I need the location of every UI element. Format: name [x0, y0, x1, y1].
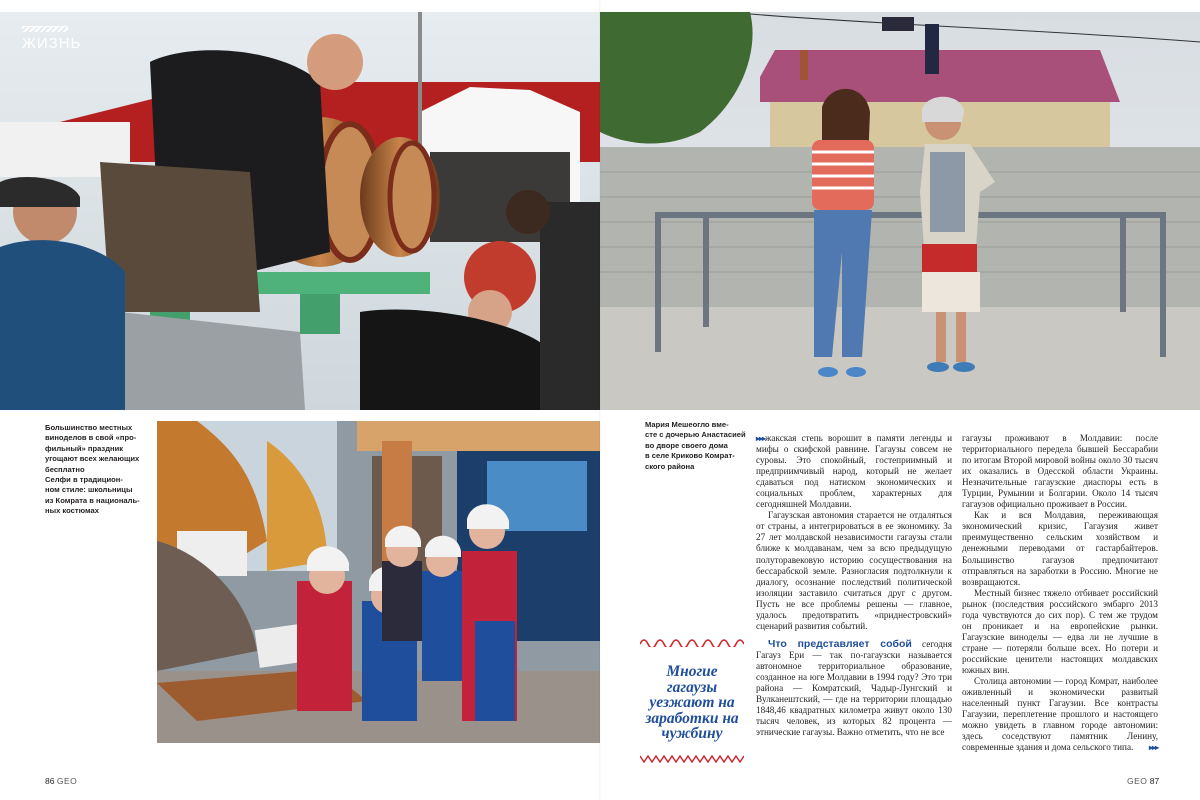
caption-line: в селе Криково Комрат-: [645, 451, 735, 461]
section-tag: [22, 26, 81, 52]
pull-quote-text: Многие гагаузы уезжают на заработки на чужбину: [645, 663, 739, 742]
folio-left: [45, 776, 77, 786]
caption-line: Селфи в традицион-: [45, 475, 123, 484]
paragraph-text: сегодня Гагауз Ери — так по-гагаузски называется автономное территориальное образование, созданное на юге Молдавии в 1994 году? Это три района — Комратский, Чадыр-Лунгский и Вулканештский, — где на территории площадью 1848,46 квадратных километра живут около 130 тысяч человек, из которых 82 процента — этнические гагаузы. Важно отметить, что не все: [756, 638, 953, 738]
continue-marker: ▸▸▸: [756, 434, 766, 443]
ornament-top-icon: [640, 635, 744, 647]
article-column-1: [756, 433, 952, 738]
caption-selfie: [45, 475, 155, 517]
article-paragraph: гагаузы проживают в Молдавии: после территориального передела бывшей Бессарабии по итогам Второй мировой войны около 30 тысяч их оказались в Одесской области Украины. Незначительные гагаузские диаспоры есть в Турции, Румынии и Болгарии. Около 14 тысяч гагаузов официально проживает в России.: [962, 433, 1158, 510]
article-paragraph: Гагаузская автономия старается не отдаляться от страны, а интегрироваться в ее экономику. За 27 лет молдавской независимости гагаузы стали ближе к молдаванам, чем за всю предыдущую полуторавековую историю сосуществования на бессарабской земле. Разногласия подтолкнули к диалогу, осознание последствий политической изоляции заставило считаться друг с другом. Пусть не все проблемы решены — главное, удалось предотвратить «приднестровский» сценарий развития событий.: [756, 510, 952, 631]
caption-line: ных костюмах: [45, 506, 99, 516]
caption-line: фильный» праздник: [45, 443, 124, 453]
photo-wine-barrels: [0, 12, 600, 410]
caption-line: во дворе своего дома: [645, 440, 728, 450]
article-column-2: [962, 433, 1158, 753]
article-paragraph: [756, 433, 952, 510]
lead-in: Что представляет собой: [768, 637, 912, 650]
end-marker: ▸▸▸: [1148, 743, 1158, 753]
page-number: 86: [45, 776, 55, 786]
pull-quote: [640, 634, 744, 770]
caption-line: Мария Мешеогло вме-: [645, 420, 729, 429]
ornament-bottom-icon: [640, 753, 744, 765]
section-hatch: [22, 26, 68, 32]
photo-mother-daughter-yard: [600, 12, 1200, 410]
brand-logo: GEO: [1127, 776, 1148, 786]
caption-line: из Комрата в националь-: [45, 495, 140, 505]
caption-wine: [45, 423, 155, 475]
caption-line: ского района: [645, 461, 695, 471]
section-label: ЖИЗНЬ: [22, 35, 82, 52]
caption-line: ном стиле: школьницы: [45, 485, 133, 495]
caption-line: виноделов в свой «про-: [45, 433, 137, 443]
caption-line: бесплатно: [45, 464, 85, 474]
paragraph-text: жакская степь ворошит в памяти легенды и мифы о скифской равнине. Гагаузы совсем не суровы. Это спокойный, гостеприимный и предприимчивый народ, который не желает сдаваться под натиском экономических и социальных проблем, характерных для сегодняшней Молдавии.: [756, 433, 952, 510]
article-paragraph: [962, 676, 1158, 753]
page-number: 87: [1149, 776, 1160, 786]
brand-logo: GEO: [56, 776, 78, 786]
caption-yard: [645, 420, 751, 472]
spread-gutter: [599, 0, 601, 800]
photo-schoolgirls-selfie: [157, 421, 600, 743]
paragraph-text: Столица автономии — город Комрат, наиболее оживленный и экономически развитый населенный пункт Гагаузии. Все контрасты Гагаузии, переплетение прошлого и настоящего можно увидеть в главном городе автономии: здесь соседствуют памятник Ленину, современные здания и дома сельского типа.: [962, 676, 1158, 753]
article-paragraph: Как и вся Молдавия, переживающая экономический кризис, Гагаузия живет преимущественно сельским хозяйством и денежными переводами от гастарбайтеров. Большинство гагаузов предпочитают отправляться на заработки в Россию. Многие не возвращаются.: [962, 510, 1158, 587]
caption-line: Большинство местных: [45, 423, 133, 432]
article-paragraph: Местный бизнес тяжело отбивает российский рынок (последствия российского эмбарго 2013 года чувствуются до сих пор). С тем же трудом он проникает и на европейские рынки. Гагаузские виноделы — едва ли не лучшие в стране — потеряли больше всех. Но потери и российские ценители настоящих молдавских южных вин.: [962, 587, 1158, 675]
article-paragraph: [756, 639, 952, 738]
folio-right: [1127, 776, 1159, 786]
caption-line: угощают всех желающих: [45, 454, 140, 464]
caption-line: сте с дочерью Анастасией: [645, 430, 746, 440]
